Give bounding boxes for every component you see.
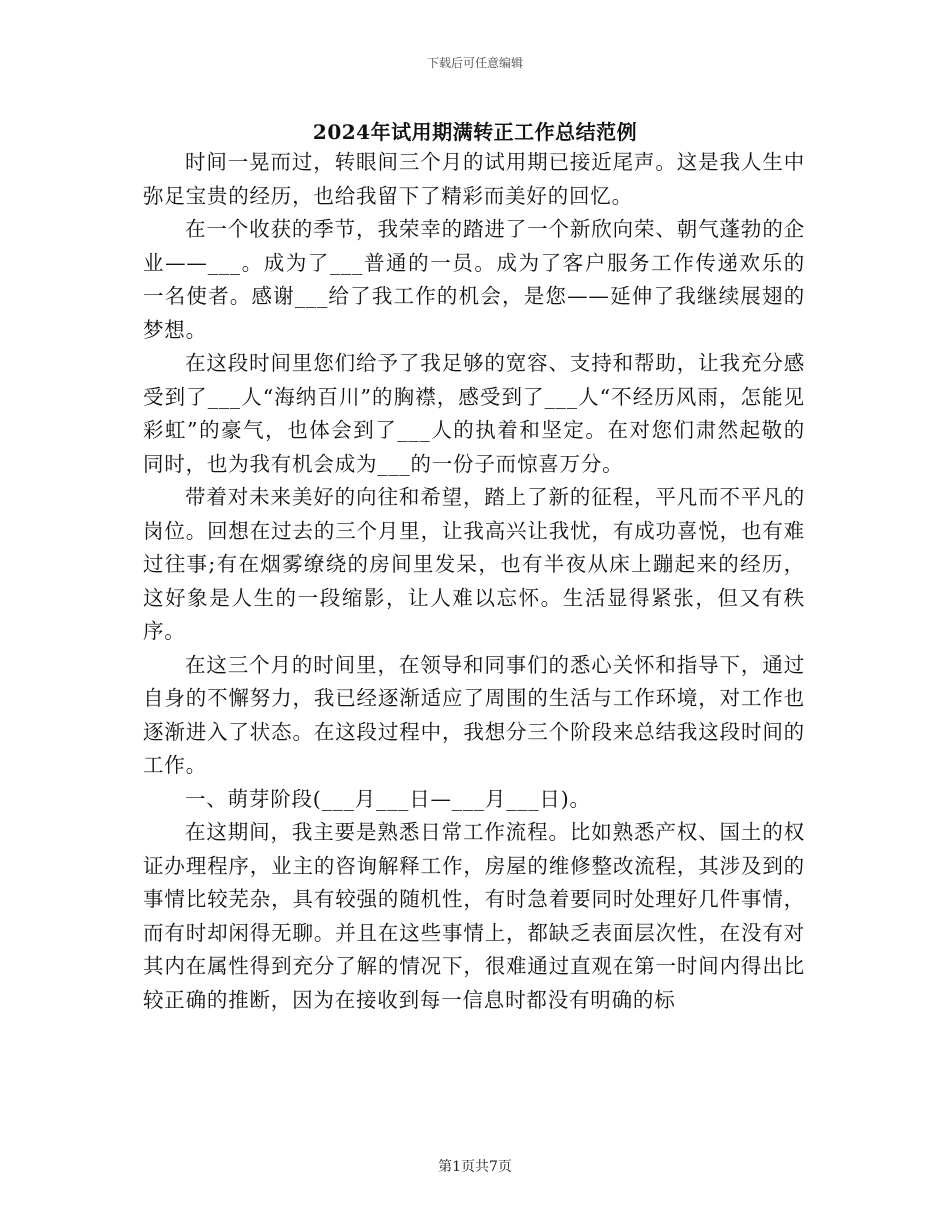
paragraph-joining: 在一个收获的季节，我荣幸的踏进了一个新欣向荣、朝气蓬勃的企业——___。成为了___普通的一员。成为了客户服务工作传递欢乐的一名使者。感谢___给了我工作的机会，是您——延伸了我继续展翅的梦想。 bbox=[143, 217, 805, 342]
paragraph-stage-one: 在这期间，我主要是熟悉日常工作流程。比如熟悉产权、国土的权证办理程序，业主的咨询解释工作，房屋的维修整改流程，其涉及到的事情比较芜杂，具有较强的随机性，有时急着要同时处理好几件事情，而有时却闲得无聊。并且在这些事情上，都缺乏表面层次性，在没有对其内在属性得到充分了解的情况下，很难通过直观在第一时间内得出比较正确的推断，因为在接收到每一信息时都没有明确的标 bbox=[143, 820, 805, 1012]
page-number-footer: 第1页共7页 bbox=[438, 1159, 512, 1175]
section-heading-stage-one: 一、萌芽阶段(___月___日—___月___日)。 bbox=[185, 786, 591, 811]
paragraph-gratitude: 在这段时间里您们给予了我足够的宽容、支持和帮助，让我充分感受到了___人“海纳百川”的胸襟，感受到了___人“不经历风雨，怎能见彩虹”的豪气，也体会到了___人的执着和坚定。在对您们肃然起敬的同时，也为我有机会成为___的一份子而惊喜万分。 bbox=[143, 351, 805, 476]
header-note: 下载后可任意编辑 bbox=[426, 56, 523, 70]
paragraph-overview: 在这三个月的时间里，在领导和同事们的悉心关怀和指导下，通过自身的不懈努力，我已经逐渐适应了周围的生活与工作环境，对工作也逐渐进入了状态。在这段过程中，我想分三个阶段来总结我这段时间的工作。 bbox=[143, 652, 805, 777]
paragraph-reflection: 带着对未来美好的向往和希望，踏上了新的征程，平凡而不平凡的岗位。回想在过去的三个月里，让我高兴让我忧，有成功喜悦，也有难过往事;有在烟雾缭绕的房间里发呆，也有半夜从床上蹦起来的经历，这好象是人生的一段缩影，让人难以忘怀。生活显得紧张，但又有秩序。 bbox=[143, 485, 805, 643]
document-title: 2024年试用期满转正工作总结范例 bbox=[312, 120, 638, 144]
paragraph-intro: 时间一晃而过，转眼间三个月的试用期已接近尾声。这是我人生中弥足宝贵的经历，也给我留下了精彩而美好的回忆。 bbox=[143, 150, 805, 208]
document-body bbox=[143, 146, 805, 1017]
